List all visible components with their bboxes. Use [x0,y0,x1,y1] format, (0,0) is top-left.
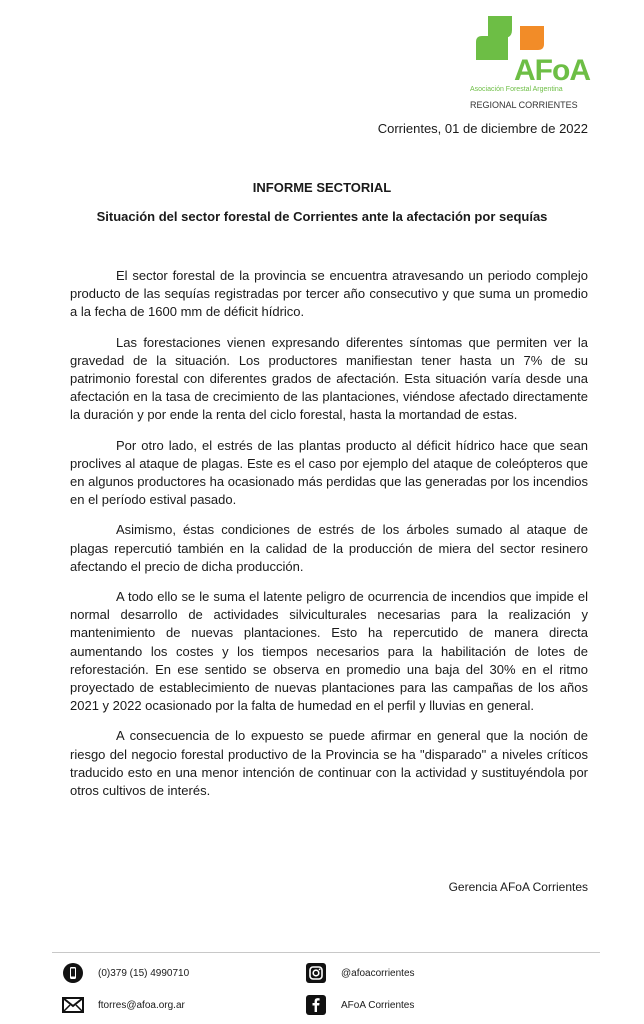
logo-region: REGIONAL CORRIENTES [470,100,578,110]
document-title: INFORME SECTORIAL [252,180,392,195]
document-body [70,267,588,812]
mail-icon [62,994,84,1016]
paragraph: A consecuencia de lo expuesto se puede afirmar en general que la noción de riesgo del negocio forestal productivo de la Provincia se ha "disparado" a niveles críticos traducido esto en una menor intención de continuar con la actividad y sustituyéndola por otros cultivos de interés. [70,728,588,799]
paragraph: A todo ello se le suma el latente peligro de ocurrencia de incendios que impide el normal desarrollo de actividades silviculturales necesarias para la realización y mantenimiento de nuevas plantaciones. Esto ha repercutido de manera directa aumentando los costes y los tiempos necesarios para la habilitación de lotes de reforestación. En ese sentido se observa en promedio una baja del 30% en el ritmo proyectado de establecimiento de nuevas plantaciones para las campañas de los años 2021 y 2022 ocasionado por la falta de humedad en el perfil y lluvias en general. [70,589,588,714]
email-text[interactable]: ftorres@afoa.org.ar [98,999,185,1011]
footer-facebook [305,994,414,1016]
phone-icon [62,962,84,984]
paragraph: El sector forestal de la provincia se encuentra atravesando un periodo complejo producto de las sequías registradas por tercer año consecutivo y que suma un promedio a la fecha de 1600 mm de déficit hídrico. [70,268,588,320]
footer-divider [52,952,600,953]
footer-phone [62,962,189,984]
instagram-icon [305,962,327,984]
afoa-logo [470,16,620,116]
paragraph: Por otro lado, el estrés de las plantas producto al déficit hídrico hace que sean proclives al ataque de plagas. Este es el caso por ejemplo del ataque de coleópteros que en algunos productores ha ocasionado más perdidas que las generadas por los incendios en el período estival pasado. [70,437,588,508]
signature: Gerencia AFoA Corrientes [448,880,588,894]
paragraph: Las forestaciones vienen expresando diferentes síntomas que permiten ver la gravedad de la situación. Los productores manifiestan tener hasta un 7% de su patrimonio forestal con diferentes grados de afectación. Esta situación varía desde una afectación en la tasa de crecimiento de las plantaciones, viéndose afectado directamente la duración y por ende la renta del ciclo forestal, hasta la mortandad de estas. [70,334,588,423]
document-date: Corrientes, 01 de diciembre de 2022 [377,121,588,136]
footer-instagram [305,962,415,984]
footer-email [62,994,185,1016]
paragraph: Asimismo, éstas condiciones de estrés de los árboles sumado al ataque de plagas repercutió también en la calidad de la producción de miera del sector resinero afectando el precio de dicha producción. [70,522,588,574]
facebook-icon [305,994,327,1016]
facebook-text[interactable]: AFoA Corrientes [341,999,415,1011]
instagram-text[interactable]: @afoacorrientes [341,967,415,979]
logo-subtitle: Asociación Forestal Argentina [470,86,563,93]
document-subtitle: Situación del sector forestal de Corrientes ante la afectación por sequías [96,209,548,224]
logo-text: AFoA [514,54,590,87]
phone-text: (0)379 (15) 4990710 [98,967,190,979]
